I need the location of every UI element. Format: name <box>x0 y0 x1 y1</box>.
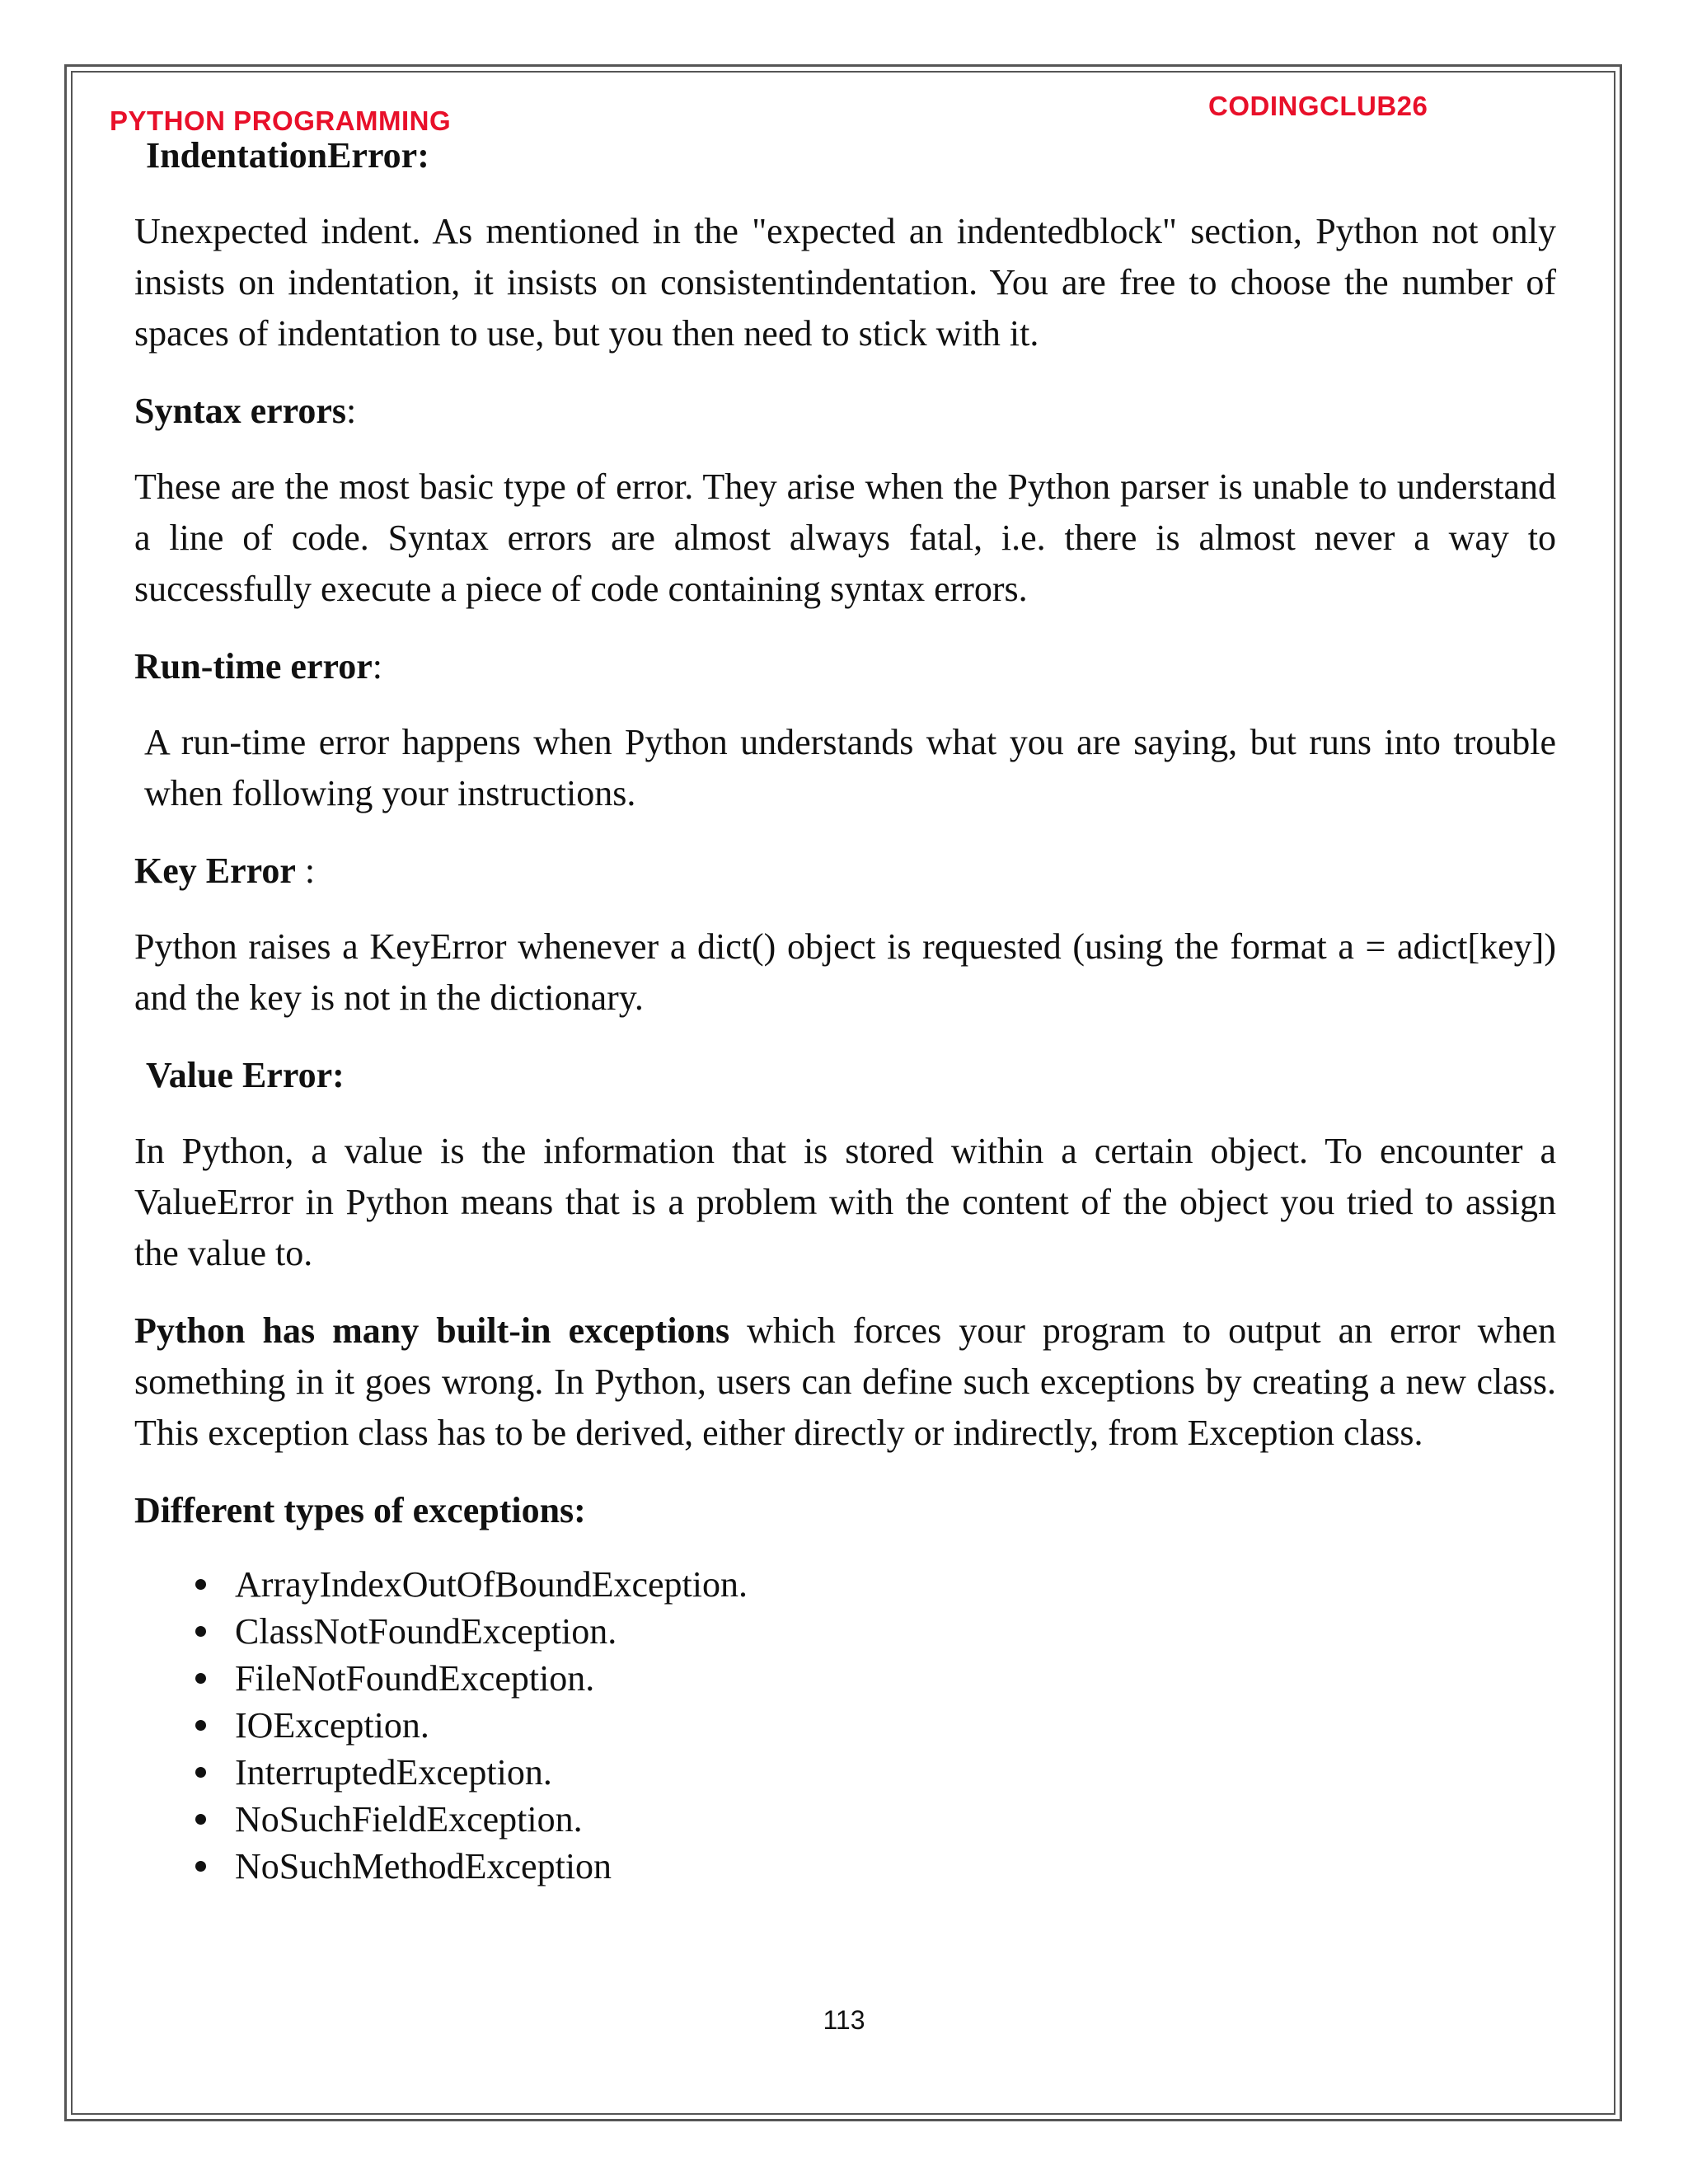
list-item-text: ArrayIndexOutOfBoundException. <box>235 1564 748 1605</box>
list-item <box>134 1655 1556 1702</box>
list-item <box>134 1608 1556 1655</box>
bullet-icon <box>195 1579 206 1590</box>
syntax-errors-heading-colon: : <box>346 391 357 431</box>
indentation-error-paragraph: Unexpected indent. As mentioned in the "expected an indentedblock" section, Python not only insists on indentation, it insists on consistentindentation. You are free to choose the number of spaces of indentation to use, but you then need to stick with it. <box>134 211 1556 354</box>
bullet-icon <box>195 1861 206 1872</box>
list-item <box>134 1702 1556 1749</box>
builtin-exceptions-lead: Python has many built-in exceptions <box>134 1310 730 1351</box>
runtime-error-heading-colon: : <box>372 646 382 687</box>
builtin-exceptions-paragraph <box>134 1305 1556 1459</box>
bullet-icon <box>195 1767 206 1778</box>
value-error-heading: Value Error: <box>146 1055 345 1095</box>
bullet-icon <box>195 1720 206 1731</box>
runtime-error-paragraph: A run-time error happens when Python understands what you are saying, but runs into trouble when following your instructions. <box>144 722 1556 813</box>
runtime-error-heading <box>134 641 1556 692</box>
list-item <box>134 1561 1556 1608</box>
list-item-text: ClassNotFoundException. <box>235 1611 617 1652</box>
syntax-errors-paragraph: These are the most basic type of error. They arise when the Python parser is unable to understand a line of code. Syntax errors are almost always fatal, i.e. there is almost never a way to successfully execute a piece of code containing syntax errors. <box>134 466 1556 609</box>
syntax-errors-heading-text: Syntax errors <box>134 391 347 431</box>
list-item <box>134 1796 1556 1843</box>
key-error-paragraph: Python raises a KeyError whenever a dict() object is requested (using the format a = adict[key]) and the key is not in the dictionary. <box>134 926 1556 1018</box>
key-error-heading-colon: : <box>295 851 316 891</box>
key-error-heading-text: Key Error <box>134 851 296 891</box>
bullet-icon <box>195 1814 206 1825</box>
syntax-errors-heading <box>134 386 1556 437</box>
list-item <box>134 1843 1556 1890</box>
page-content <box>134 130 1556 1890</box>
list-item-text: FileNotFoundException. <box>235 1658 595 1699</box>
header-brand: CODINGCLUB26 <box>1208 91 1428 121</box>
list-item-text: InterruptedException. <box>235 1752 552 1793</box>
runtime-error-heading-text: Run-time error <box>134 646 373 687</box>
bullet-icon <box>195 1673 206 1684</box>
exception-types-list <box>134 1561 1556 1890</box>
key-error-heading <box>134 846 1556 897</box>
indentation-error-heading: IndentationError: <box>146 135 429 176</box>
exception-types-heading: Different types of exceptions: <box>134 1490 586 1530</box>
builtin-exceptions-body: which forces your program to output an error when something in it goes wrong. In Python, users can define such exceptions by creating a new class. This exception class has to be derived, either directly or indirectly, from Exception class. <box>134 1310 1556 1453</box>
header-title: PYTHON PROGRAMMING <box>110 105 452 136</box>
bullet-icon <box>195 1626 206 1637</box>
value-error-paragraph: In Python, a value is the information that is stored within a certain object. To encounter a ValueError in Python means that is a problem with the content of the object you tried to assign the value to. <box>134 1131 1556 1273</box>
list-item-text: NoSuchMethodException <box>235 1846 612 1886</box>
list-item <box>134 1749 1556 1796</box>
list-item-text: NoSuchFieldException. <box>235 1799 583 1840</box>
page-number: 113 <box>823 2005 865 2035</box>
list-item-text: IOException. <box>235 1705 429 1746</box>
